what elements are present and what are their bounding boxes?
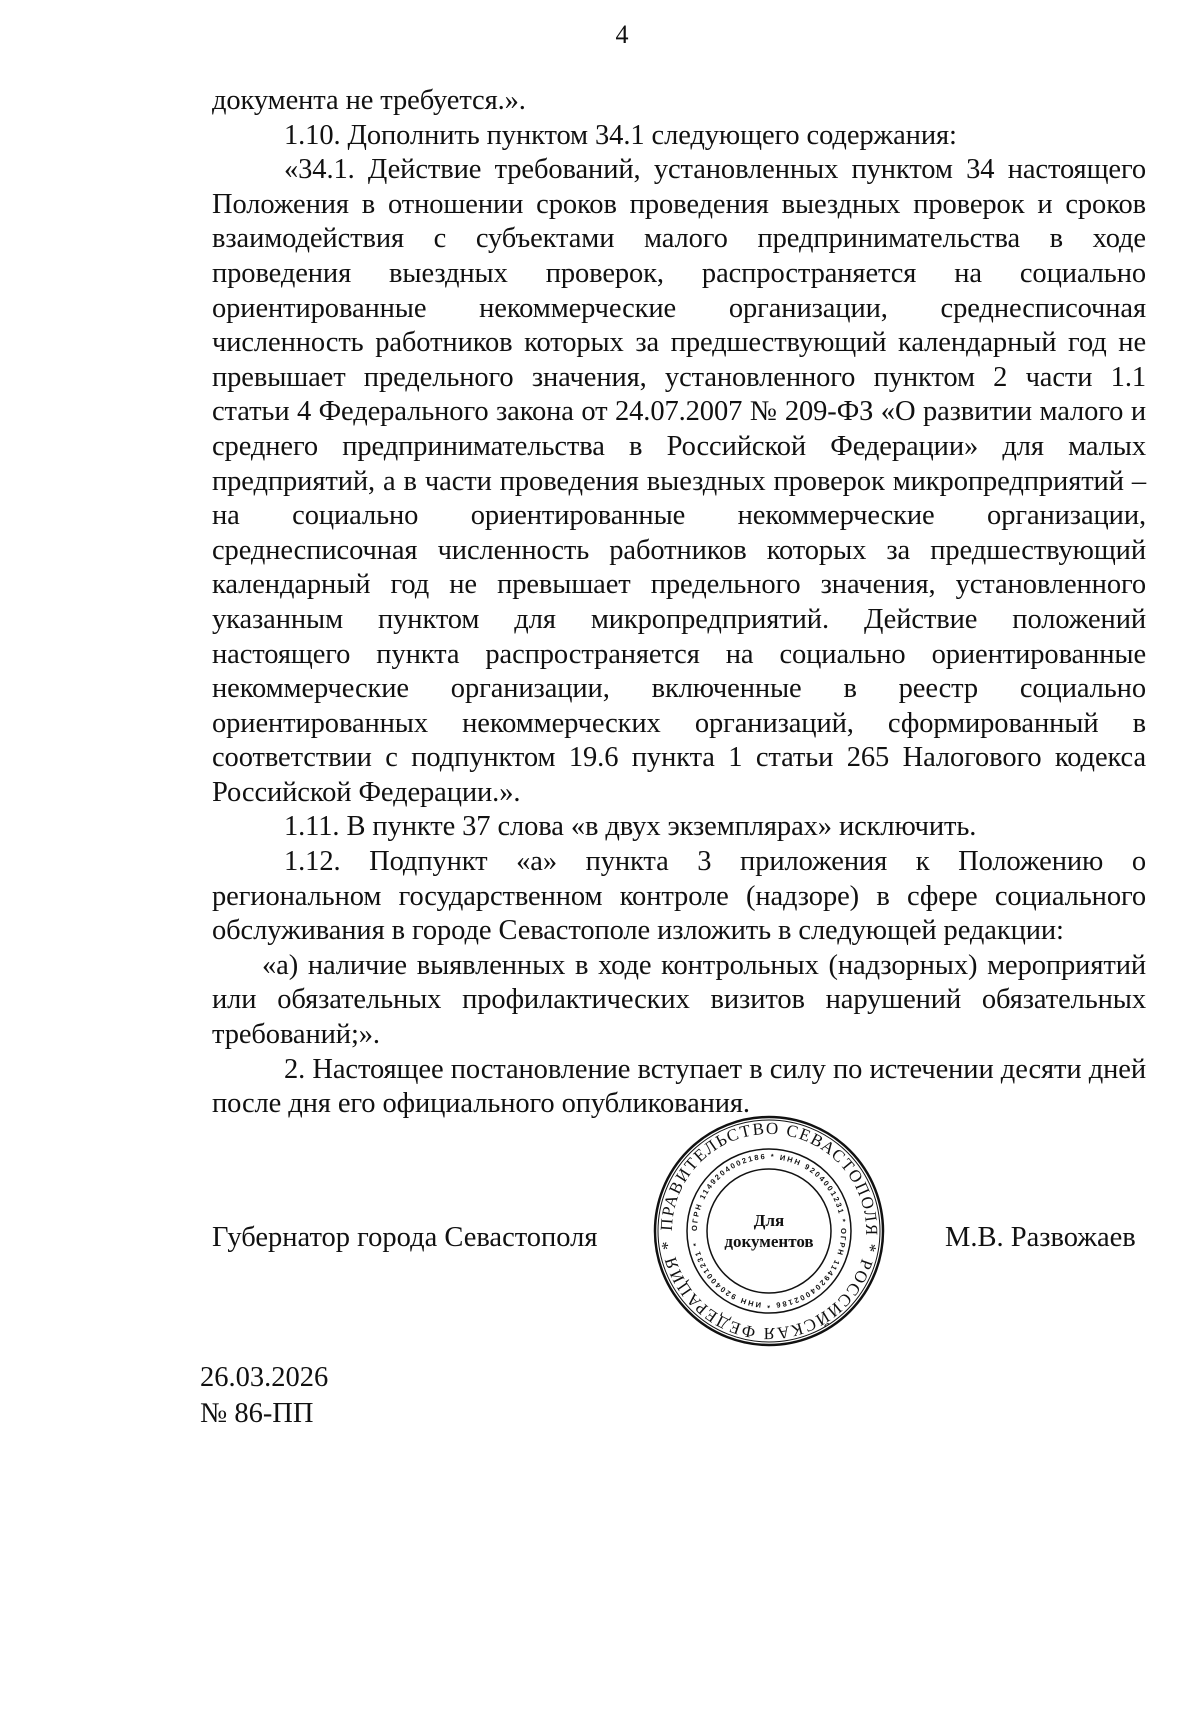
document-number: № 86-ПП — [200, 1398, 314, 1429]
svg-text:ОГРН 1149204002186 * ИНН 92040 — [690, 1152, 848, 1310]
document-body — [212, 84, 1146, 1122]
paragraph-item-1-12: 1.12. Подпункт «а» пункта 3 приложения к Положению о региональном государственном контроле (надзоре) в сфере социального обслуживания в городе Севастополе изложить в следующей редакции: — [212, 846, 1146, 947]
paragraph-continuation: документа не требуется.». — [212, 85, 526, 116]
paragraph-item-2: 2. Настоящее постановление вступает в силу по истечении десяти дней после дня его официального опубликования. — [212, 1053, 1146, 1120]
signatory-name: М.В. Развожаев — [945, 1222, 1136, 1253]
page-number: 4 — [615, 20, 629, 49]
paragraph-item-1-10: 1.10. Дополнить пунктом 34.1 следующего содержания: — [284, 119, 957, 151]
document-date: 26.03.2026 — [200, 1362, 329, 1393]
paragraph-subitem-a: «а) наличие выявленных в ходе контрольных (надзорных) мероприятий или обязательных профилактических визитов нарушений обязательных требований;». — [212, 949, 1146, 1051]
seal-center-line-1: Для — [753, 1211, 785, 1230]
paragraph-item-34-1: «34.1. Действие требований, установленных пунктом 34 настоящего Положения в отношении сроков проведения выездных проверок и сроков взаимодействия с субъектами малого предпринимательства в ходе проведения выездных проверок, распространяется на социально ориентированные некоммерческие организации, среднесписочная численность работников которых за предшествующий календарный год не превышает предельного значения, установленного пунктом 2 части 1.1 статьи 4 Федерального закона от 24.07.2007 № 209-ФЗ «О развитии малого и среднего предпринимательства в Российской Федерации» для малых предприятий, а в части проведения выездных проверок микропредприятий – на социально ориентированные некоммерческие организации, среднесписочная численность работников которых за предшествующий календарный год не превышает предельного значения, установленного указанным пунктом для микропредприятий. Действие положений настоящего пункта распространяется на социально ориентированные некоммерческие организации, включенные в реестр социально ориентированных некоммерческих организаций, сформированный в соответствии с подпунктом 19.6 пункта 1 статьи 265 Налогового кодекса Российской Федерации.». — [212, 154, 1146, 808]
document-registration — [200, 1360, 328, 1432]
official-seal — [652, 1114, 886, 1348]
signatory-title: Губернатор города Севастополя — [212, 1222, 598, 1253]
seal-inner-text: ОГРН 1149204002186 * ИНН 9204001231 * ОГРН 1149204002186 * ИНН 9204001231 * — [689, 1151, 849, 1311]
seal-center-line-2: документов — [724, 1232, 814, 1251]
paragraph-item-1-11: 1.11. В пункте 37 слова «в двух экземплярах» исключить. — [284, 811, 977, 843]
seal-outer-text: ПРАВИТЕЛЬСТВО СЕВАСТОПОЛЯ * РОССИЙСКАЯ ФЕДЕРАЦИЯ * — [656, 1118, 882, 1344]
